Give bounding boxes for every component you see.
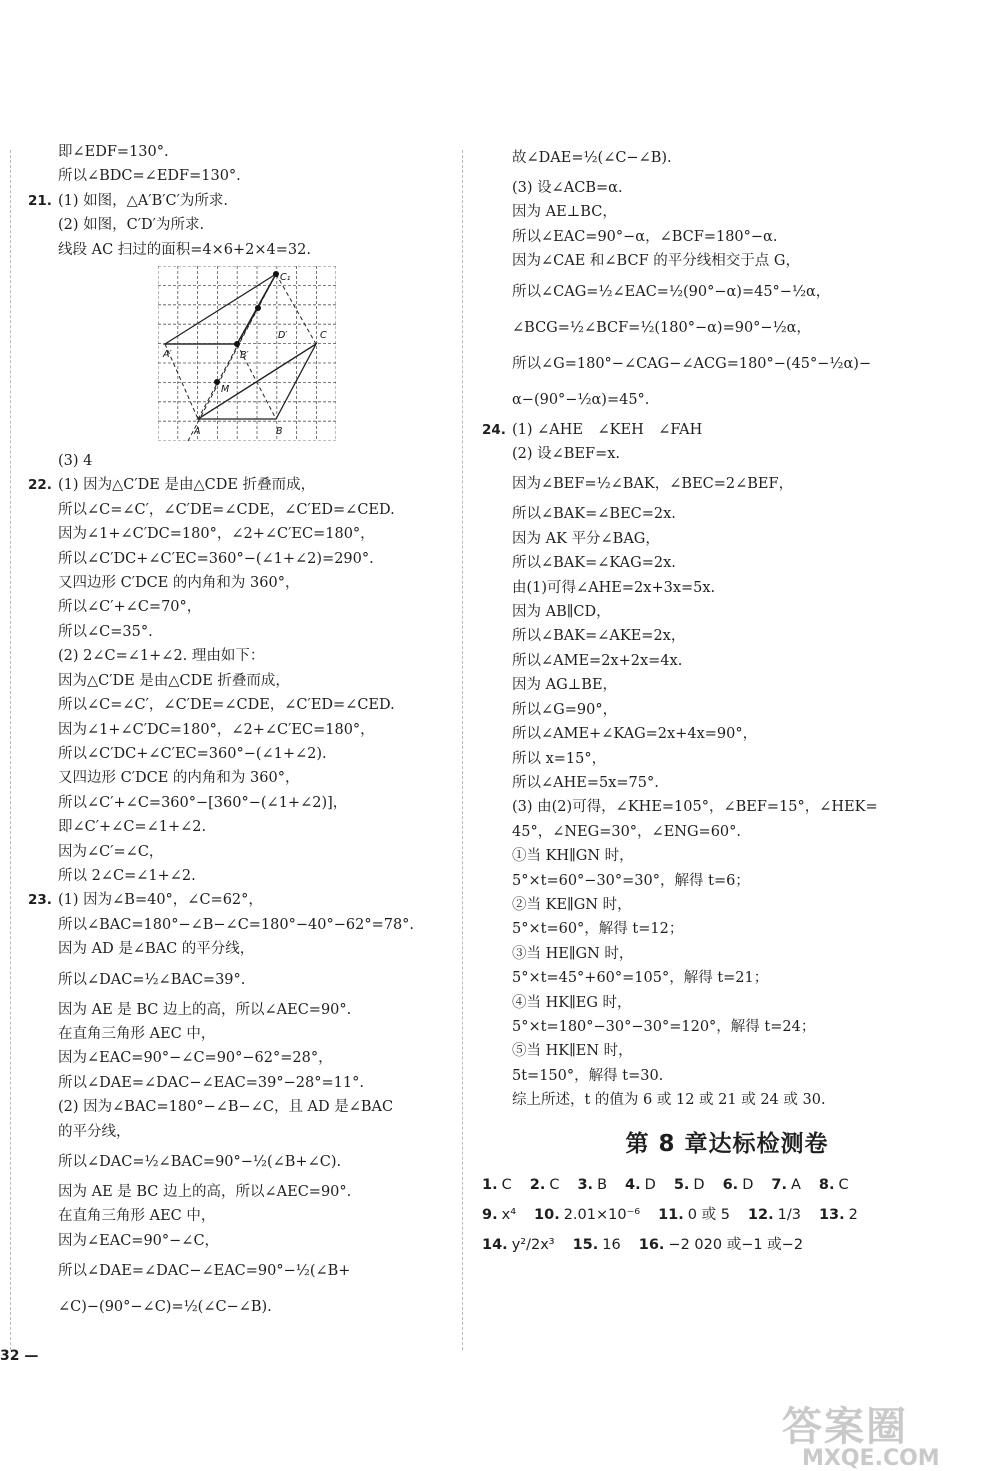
solution-text: (3) 设∠ACB=α.	[512, 180, 623, 196]
left-margin-dashed-line	[10, 150, 11, 1350]
solution-line	[482, 942, 972, 966]
solution-line	[482, 844, 972, 868]
solution-text: 所以∠AHE=5x=75°.	[512, 774, 659, 791]
solution-line	[28, 1180, 468, 1204]
answer-number: 4.	[625, 1176, 641, 1193]
solution-line	[482, 527, 972, 551]
solution-text: 因为 AE 是 BC 边上的高，所以∠AEC=90°.	[58, 1184, 352, 1200]
solution-line	[28, 766, 468, 790]
solution-text: 5°×t=60°−30°=30°，解得 t=6；	[512, 872, 750, 889]
answer-number: 15.	[572, 1236, 599, 1253]
solution-text: (2) 因为∠BAC=180°−∠B−∠C，且 AD 是∠BAC	[58, 1099, 394, 1116]
question-number: 24.	[482, 421, 506, 438]
answer-row	[482, 1200, 972, 1230]
solution-text: ⑤当 HK∥EN 时，	[512, 1043, 633, 1060]
answer-number: 8.	[818, 1176, 835, 1193]
solution-text: 因为∠1+∠C′DC=180°，∠2+∠C′EC=180°，	[58, 721, 375, 738]
solution-text: 即∠EDF=130°.	[58, 144, 169, 160]
solution-text: (1) ∠AHE ∠KEH ∠FAH	[512, 421, 703, 438]
solution-line	[28, 473, 468, 497]
solution-text: 所以∠BDC=∠EDF=130°.	[58, 168, 241, 185]
solution-line	[482, 225, 972, 249]
solution-line	[28, 913, 468, 937]
label-b1: B′	[240, 350, 249, 362]
solution-text: (1) 因为△C′DE 是由△CDE 折叠而成，	[58, 477, 316, 494]
answer-value: D	[693, 1176, 705, 1193]
answer-number: 12.	[747, 1206, 774, 1223]
solution-text: 因为 AG⊥BE，	[512, 677, 618, 694]
answer-value: 16	[602, 1236, 621, 1253]
solution-line	[28, 888, 468, 912]
answer-value: y²/2x³	[511, 1236, 555, 1253]
solution-text: 所以∠BAC=180°−∠B−∠C=180°−40°−62°=78°.	[58, 916, 415, 933]
solution-line	[28, 1289, 468, 1325]
solution-line	[28, 522, 468, 546]
solution-text: 因为 AE⊥BC，	[512, 204, 617, 221]
answer-number: 6.	[722, 1176, 739, 1193]
solution-line	[28, 962, 468, 998]
page-number: 32 —	[0, 1348, 39, 1364]
solution-line	[28, 1046, 468, 1070]
solution-text: ③当 HE∥GN 时，	[512, 945, 634, 962]
solution-text: 所以∠DAC=½∠BAC=39°.	[58, 971, 246, 988]
solution-line	[482, 274, 972, 310]
solution-text: 5°×t=180°−30°−30°=120°，解得 t=24；	[512, 1018, 816, 1035]
solution-text: 所以∠AME=2x+2x=4x.	[512, 652, 683, 669]
solution-line	[482, 418, 972, 442]
answer-value: C	[501, 1176, 512, 1193]
answer-number: 3.	[577, 1176, 594, 1193]
answer-row	[482, 1170, 972, 1200]
solution-text: 所以∠DAC=½∠BAC=90°−½(∠B+∠C).	[58, 1154, 342, 1170]
solution-text: 5°×t=45°+60°=105°，解得 t=21；	[512, 970, 769, 987]
section-title: 第 8 章达标检测卷	[625, 1130, 829, 1157]
answer-number: 7.	[771, 1176, 787, 1193]
watermark-logo: 答案圈 MXQE.COM	[782, 1404, 940, 1471]
solution-line	[28, 1071, 468, 1095]
solution-text: 所以∠BAK=∠AKE=2x，	[512, 628, 686, 645]
solution-line	[28, 498, 468, 522]
answer-row	[482, 1230, 972, 1260]
solution-text: 因为∠1+∠C′DC=180°，∠2+∠C′EC=180°，	[58, 526, 375, 543]
solution-text: 45°，∠NEG=30°，∠ENG=60°.	[512, 823, 742, 840]
solution-text: 因为△C′DE 是由△CDE 折叠而成，	[58, 672, 290, 689]
solution-line	[482, 310, 972, 346]
solution-line	[28, 1144, 468, 1180]
solution-text: 所以∠C′DC+∠C′EC=360°−(∠1+∠2).	[58, 745, 327, 762]
solution-text: 故∠DAE=½(∠C−∠B).	[512, 150, 672, 166]
answer-value: 2.01×10⁻⁶	[563, 1206, 641, 1223]
question-number: 22.	[28, 477, 52, 494]
solution-text: ②当 KE∥GN 时，	[512, 896, 632, 913]
solution-line	[482, 140, 972, 176]
answer-number: 9.	[482, 1206, 498, 1223]
solution-text: (1) 因为∠B=40°，∠C=62°，	[58, 892, 263, 909]
solution-text: (2) 设∠BEF=x.	[512, 446, 621, 463]
solution-line	[28, 693, 468, 717]
solution-text: 因为 AE 是 BC 边上的高，所以∠AEC=90°.	[58, 1001, 352, 1018]
solution-line	[28, 742, 468, 766]
solution-text: ①当 KH∥GN 时，	[512, 848, 634, 865]
solution-text: 所以∠C=∠C′，∠C′DE=∠CDE，∠C′ED=∠CED.	[58, 697, 395, 714]
label-a: A	[194, 426, 201, 438]
solution-text: 所以∠EAC=90°−α，∠BCF=180°−α.	[512, 228, 778, 245]
solution-text: 所以∠C′+∠C=70°，	[58, 599, 202, 616]
solution-text: ∠BCG=½∠BCF=½(180°−α)=90°−½α，	[512, 319, 811, 336]
solution-line	[482, 1064, 972, 1088]
solution-line	[482, 600, 972, 624]
solution-line	[28, 998, 468, 1022]
solution-line	[482, 1015, 972, 1039]
answer-value: C	[838, 1176, 849, 1193]
solution-line	[28, 669, 468, 693]
answer-number: 1.	[482, 1176, 498, 1193]
label-b: B	[276, 426, 283, 438]
solution-line	[28, 595, 468, 619]
solution-line	[28, 238, 468, 262]
solution-text: α−(90°−½α)=45°.	[512, 391, 650, 408]
solution-text: 因为 AK 平分∠BAG，	[512, 530, 660, 547]
solution-line	[28, 1022, 468, 1046]
solution-text: 因为∠CAE 和∠BCF 的平分线相交于点 G，	[512, 253, 800, 270]
solution-line	[482, 576, 972, 600]
solution-line	[482, 820, 972, 844]
question-number: 23.	[28, 892, 52, 909]
solution-text: 所以∠C′DC+∠C′EC=360°−(∠1+∠2)=290°.	[58, 550, 374, 567]
solution-line	[482, 176, 972, 200]
solution-text: 所以∠DAE=∠DAC−∠EAC=90°−½(∠B+	[58, 1263, 351, 1280]
answer-value: D	[742, 1176, 754, 1193]
solution-text: 5t=150°，解得 t=30.	[512, 1067, 664, 1084]
answer-value: x⁴	[501, 1206, 517, 1223]
solution-text: 的平分线，	[58, 1123, 131, 1140]
label-d1: D′	[278, 330, 288, 342]
solution-text: ∠C)−(90°−∠C)=½(∠C−∠B).	[58, 1299, 272, 1316]
solution-text: 所以∠C=∠C′，∠C′DE=∠CDE，∠C′ED=∠CED.	[58, 501, 395, 518]
solution-line	[28, 1229, 468, 1253]
answer-value: 2	[848, 1206, 858, 1223]
solution-text: 所以 x=15°，	[512, 750, 607, 767]
solution-line	[482, 722, 972, 746]
solution-text: 所以∠CAG=½∠EAC=½(90°−α)=45°−½α，	[512, 283, 831, 300]
solution-text: 所以∠DAE=∠DAC−∠EAC=39°−28°=11°.	[58, 1074, 364, 1091]
solution-line	[482, 966, 972, 990]
solution-text: 又四边形 C′DCE 的内角和为 360°，	[58, 770, 300, 787]
answer-number: 14.	[482, 1236, 508, 1253]
solution-line	[482, 1088, 972, 1112]
solution-text: 所以∠G=90°，	[512, 701, 618, 718]
answer-number: 16.	[638, 1236, 665, 1253]
solution-line	[482, 466, 972, 502]
answer-value: −2 020 或−1 或−2	[668, 1236, 804, 1253]
solution-line	[482, 917, 972, 941]
answer-number: 11.	[658, 1206, 684, 1223]
label-c1: C₁	[280, 272, 291, 284]
answer-number: 10.	[534, 1206, 560, 1223]
solution-line	[28, 718, 468, 742]
solution-line	[28, 1204, 468, 1228]
answer-value: C	[549, 1176, 560, 1193]
solution-line	[28, 213, 468, 237]
solution-text: (2) 2∠C=∠1+∠2. 理由如下：	[58, 648, 265, 665]
solution-text: ④当 HK∥EG 时，	[512, 994, 632, 1011]
solution-line	[28, 571, 468, 595]
answer-value: D	[644, 1176, 656, 1193]
solution-text: 因为∠BEF=½∠BAK，∠BEC=2∠BEF，	[512, 476, 794, 493]
answer-number: 5.	[673, 1176, 690, 1193]
solution-line	[482, 249, 972, 273]
answer-value: A	[790, 1176, 801, 1193]
solution-line	[28, 937, 468, 961]
solution-text: 所以∠BAK=∠KAG=2x.	[512, 555, 676, 572]
solution-line	[482, 624, 972, 648]
solution-text: 因为∠EAC=90°−∠C=90°−62°=28°，	[58, 1050, 333, 1067]
solution-line	[28, 1095, 468, 1119]
solution-line	[28, 1120, 468, 1144]
solution-line	[482, 382, 972, 418]
solution-line	[482, 551, 972, 575]
solution-text: 所以∠C=35°.	[58, 623, 153, 640]
solution-text: 又四边形 C′DCE 的内角和为 360°，	[58, 575, 300, 592]
solution-line	[28, 620, 468, 644]
solution-line	[28, 547, 468, 571]
label-a1: A′	[163, 349, 172, 361]
solution-text: 由(1)可得∠AHE=2x+3x=5x.	[512, 579, 716, 596]
solution-line	[482, 698, 972, 722]
solution-line	[482, 869, 972, 893]
left-column	[28, 140, 468, 1325]
solution-line	[482, 893, 972, 917]
solution-line	[482, 795, 972, 819]
solution-line	[28, 644, 468, 668]
solution-text: 因为 AD 是∠BAC 的平分线，	[58, 941, 255, 958]
solution-text: 综上所述，t 的值为 6 或 12 或 21 或 24 或 30.	[512, 1092, 826, 1109]
solution-text: 在直角三角形 AEC 中，	[58, 1025, 216, 1042]
solution-text: 线段 AC 扫过的面积=4×6+2×4=32.	[58, 241, 311, 258]
solution-line	[482, 771, 972, 795]
solution-text: 在直角三角形 AEC 中，	[58, 1208, 216, 1225]
solution-line	[482, 346, 972, 382]
solution-text: (3) 4	[58, 453, 93, 470]
solution-line	[28, 864, 468, 888]
solution-line	[28, 140, 468, 164]
solution-line	[482, 649, 972, 673]
solution-line	[482, 991, 972, 1015]
answer-key	[482, 1170, 972, 1260]
grid-figure	[158, 266, 336, 441]
question-number: 21.	[28, 192, 52, 209]
solution-line	[482, 502, 972, 526]
answer-number: 13.	[818, 1206, 845, 1223]
solution-text: 所以 2∠C=∠1+∠2.	[58, 867, 196, 884]
solution-text: 所以∠C′+∠C=360°−[360°−(∠1+∠2)]，	[58, 794, 348, 811]
solution-text: 所以∠G=180°−∠CAG−∠ACG=180°−(45°−½α)−	[512, 355, 872, 372]
solution-line	[28, 815, 468, 839]
solution-text: 5°×t=60°，解得 t=12；	[512, 921, 684, 938]
solution-text: (1) 如图，△A′B′C′为所求.	[58, 192, 229, 209]
label-m: M	[221, 384, 230, 396]
solution-line	[28, 840, 468, 864]
solution-line	[482, 747, 972, 771]
solution-text: (3) 由(2)可得，∠KHE=105°，∠BEF=15°，∠HEK=	[512, 799, 878, 816]
answer-number: 2.	[529, 1176, 546, 1193]
solution-line	[482, 1039, 972, 1063]
solution-text: (2) 如图，C′D′为所求.	[58, 217, 205, 234]
solution-text: 因为∠EAC=90°−∠C，	[58, 1232, 220, 1249]
solution-text: 即∠C′+∠C=∠1+∠2.	[58, 819, 207, 836]
solution-text: 因为∠C′=∠C，	[58, 843, 164, 860]
solution-text: 所以∠AME+∠KAG=2x+4x=90°，	[512, 726, 758, 743]
solution-line	[482, 673, 972, 697]
answer-value: B	[597, 1176, 608, 1193]
right-column	[482, 140, 972, 1260]
solution-line	[28, 189, 468, 213]
answer-value: 0 或 5	[687, 1206, 730, 1223]
solution-line	[28, 791, 468, 815]
solution-text: 因为 AB∥CD，	[512, 604, 611, 621]
solution-text: 所以∠BAK=∠BEC=2x.	[512, 506, 676, 523]
answer-value: 1/3	[777, 1206, 801, 1223]
solution-line	[28, 449, 468, 473]
solution-line	[482, 442, 972, 466]
solution-line	[482, 200, 972, 224]
solution-line	[28, 1253, 468, 1289]
label-c: C	[320, 330, 327, 342]
solution-line	[28, 164, 468, 188]
